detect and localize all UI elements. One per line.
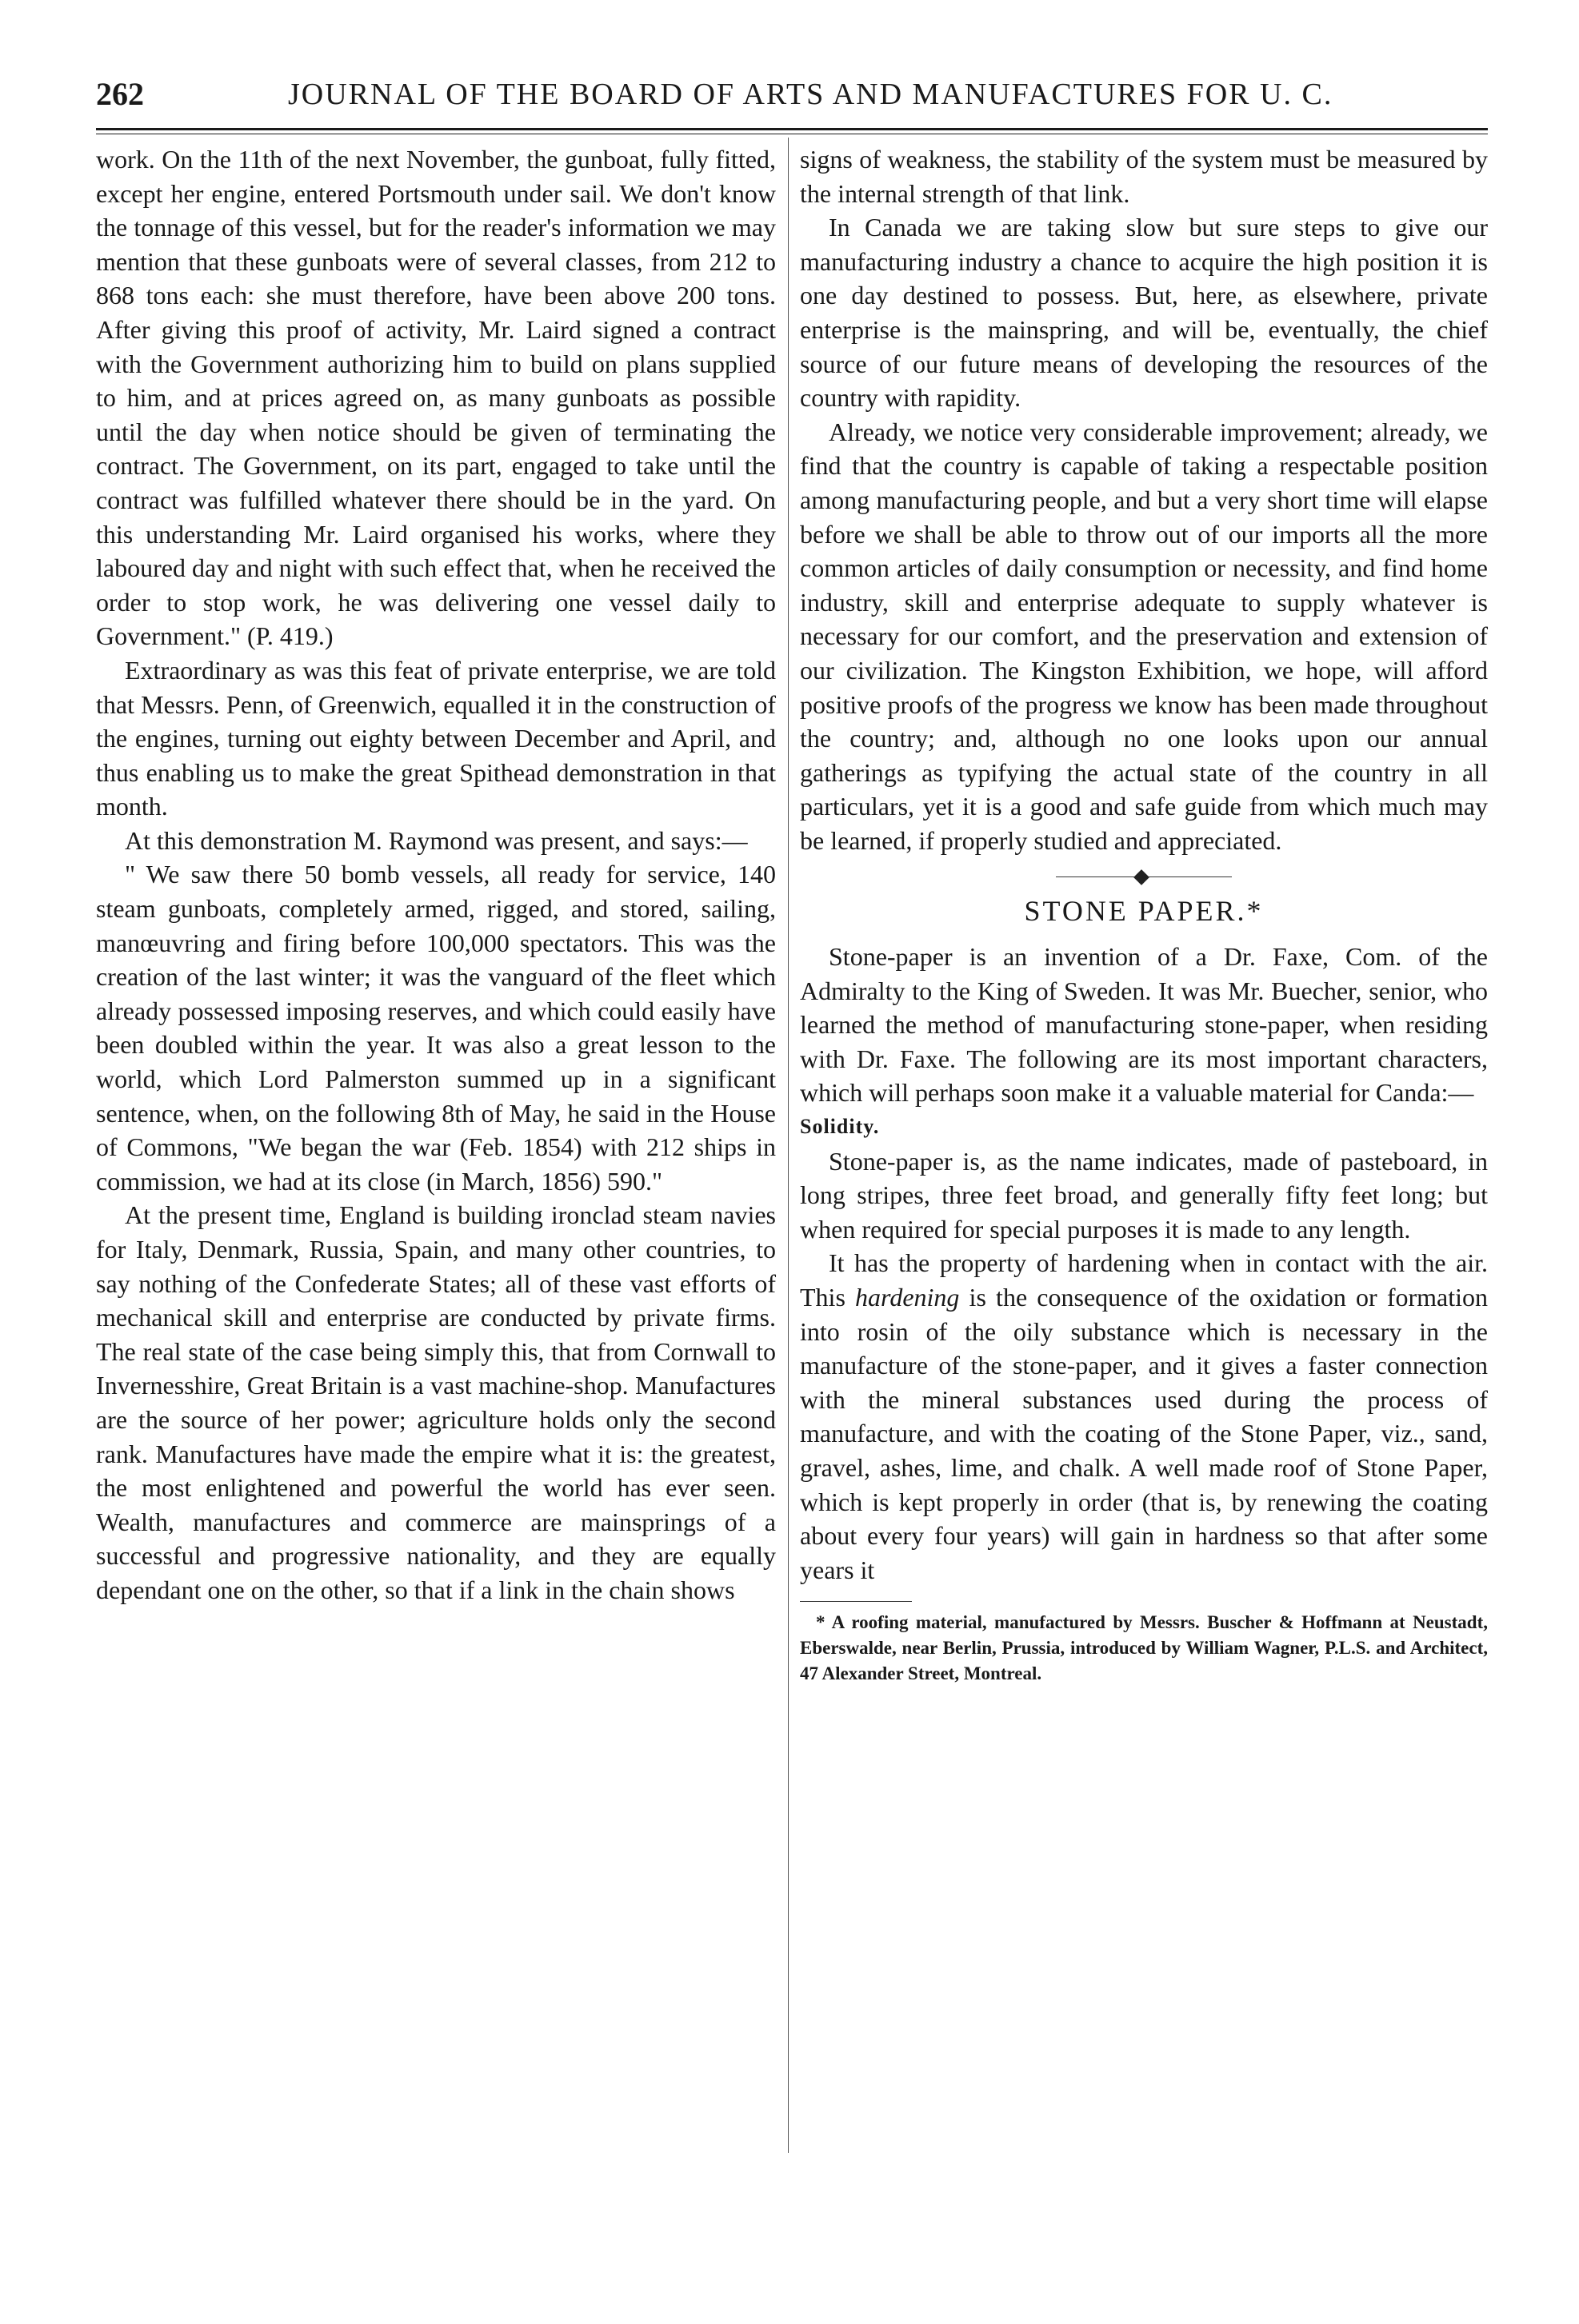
block-quote: " We saw there 50 bomb vessels, all ready for service, 140 steam gunboats, completely armed, rigged, and stored, sailing, manœuvring and firing before 100,000 spectators. This was the creation of the last winter; it was the vanguard of the fleet which already possessed imposing reserves, and which could easily have been doubled within the year. It was also a great lesson to the world, which Lord Palmerston summed up in a significant sentence, when, on the following 8th of May, he said in the House of Commons, "We began the war (Feb. 1854) with 212 ships in commission, we had at its close (in March, 1856) 590." (96, 860, 776, 1196)
journal-title: JOURNAL OF THE BOARD OF ARTS AND MANUFACTURES FOR U. C. (288, 78, 1333, 111)
right-column (800, 142, 1488, 1687)
paragraph: At the present time, England is building ironclad steam navies for Italy, Denmark, Russia, Spain, and many other countries, to say nothing of the Confederate States; all of these vast efforts of mechanical skill and enterprise are conducted by private firms. The real state of the case being simply this, that from Cornwall to Invernesshire, Great Britain is a vast machine-shop. Manufactures are the source of her power; agriculture holds only the second rank. Manufactures have made the empire what it is: the greatest, the most enlightened and powerful the world has ever seen. Wealth, manufactures and commerce are mainsprings of a successful and progressive nationality, and they are equally dependant one on the other, so that if a link in the chain shows (96, 1200, 776, 1604)
running-head (96, 70, 1488, 118)
diamond-icon (1133, 870, 1149, 886)
footnote: * A roofing material, manufactured by Messrs. Buscher & Hoffmann at Neustadt, Eberswalde, near Berlin, Prussia, introduced by William Wagner, P.L.S. and Architect, 47 Alexander Street, Montreal. (800, 1612, 1488, 1684)
header-rule (96, 128, 1488, 134)
left-column (96, 142, 776, 1607)
paragraph: Extraordinary as was this feat of private enterprise, we are told that Messrs. Penn, of Greenwich, equalled it in the construction of the engines, turning out eighty between December and April, and thus enabling us to make the great Spithead demonstration in that month. (96, 655, 776, 821)
paragraph: work. On the 11th of the next November, the gunboat, fully fitted, except her engine, entered Portsmouth under sail. We don't know the tonnage of this vessel, but for the reader's information we may mention that these gunboats were of several classes, from 212 to 868 tons each: she must therefore, have been above 200 tons. After giving this proof of activity, Mr. Laird signed a contract with the Government authorizing him to build on plans supplied to him, and at prices agreed on, as many gunboats as possible until the day when notice should be given of terminating the contract. The Government, on its part, engaged to take until the contract was fulfilled whatever there should be in the yard. On this understanding Mr. Laird organised his works, where they laboured day and night with such effect that, when he received the order to stop work, he was delivering one vessel daily to Government." (P. 419.) (96, 145, 776, 651)
italic-term: hardening (855, 1283, 960, 1312)
paragraph (800, 1246, 1488, 1587)
footnote-rule (800, 1601, 912, 1602)
page-number: 262 (96, 76, 144, 112)
text-run: is the consequence of the oxidation or formation into rosin of the oily substance which is necessary in the manufacture of the stone-paper, and it gives a faster connection with the mineral substances used during the process of manufacture, and with the coating of the Stone Paper, viz., sand, gravel, ashes, lime, and chalk. A well made roof of Stone Paper, which is kept properly in order (that is, by renewing the coating about every four years) will gain in hardness so that after some years it (800, 1283, 1489, 1584)
paragraph: signs of weakness, the stability of the system must be measured by the internal strength of that link. (800, 145, 1488, 208)
section-ornament (1056, 872, 1232, 883)
paragraph: At this demonstration M. Raymond was present, and says:— (125, 825, 748, 855)
paragraph: In Canada we are taking slow but sure steps to give our manufacturing industry a chance to acquire the high position it is one day destined to possess. But, here, as elsewhere, private enterprise is the mainspring, and will be, eventually, the chief source of our future means of developing the resources of the country with rapidity. (800, 213, 1488, 413)
section-title: STONE PAPER.* (1024, 895, 1264, 928)
paragraph: Already, we notice very considerable improvement; already, we find that the country is capable of taking a respectable position among manufacturing people, and but a very short time will elapse before we shall be able to throw out of our imports all the more common articles of daily consumption or necessity, and find home industry, skill and enterprise adequate to supply whatever is necessary for our comfort, and the preservation and extension of our civilization. The Kingston Exhibition, we hope, will afford positive proofs of the progress we know has been made throughout the country; and, although no one looks upon our annual gatherings as typifying the actual state of the country in all particulars, yet it is a good and safe guide from which much may be learned, if properly studied and appreciated. (800, 417, 1488, 855)
text-run: It has the property of hardening when in contact with the air. This (800, 1248, 1488, 1312)
paragraph: Stone-paper is, as the name indicates, made of pasteboard, in long stripes, three feet broad, and generally fifty feet long; but when required for special purposes it is made to any length. (800, 1146, 1488, 1244)
column-divider (788, 138, 789, 2153)
paragraph: Stone-paper is an invention of a Dr. Faxe, Com. of the Admiralty to the King of Sweden. It was Mr. Buecher, senior, who learned the method of manufacturing stone-paper, when residing with Dr. Faxe. The following are its most important characters, which will perhaps soon make it a valuable material for Canda:— (800, 942, 1488, 1108)
subheading: Solidity. (800, 1115, 880, 1139)
